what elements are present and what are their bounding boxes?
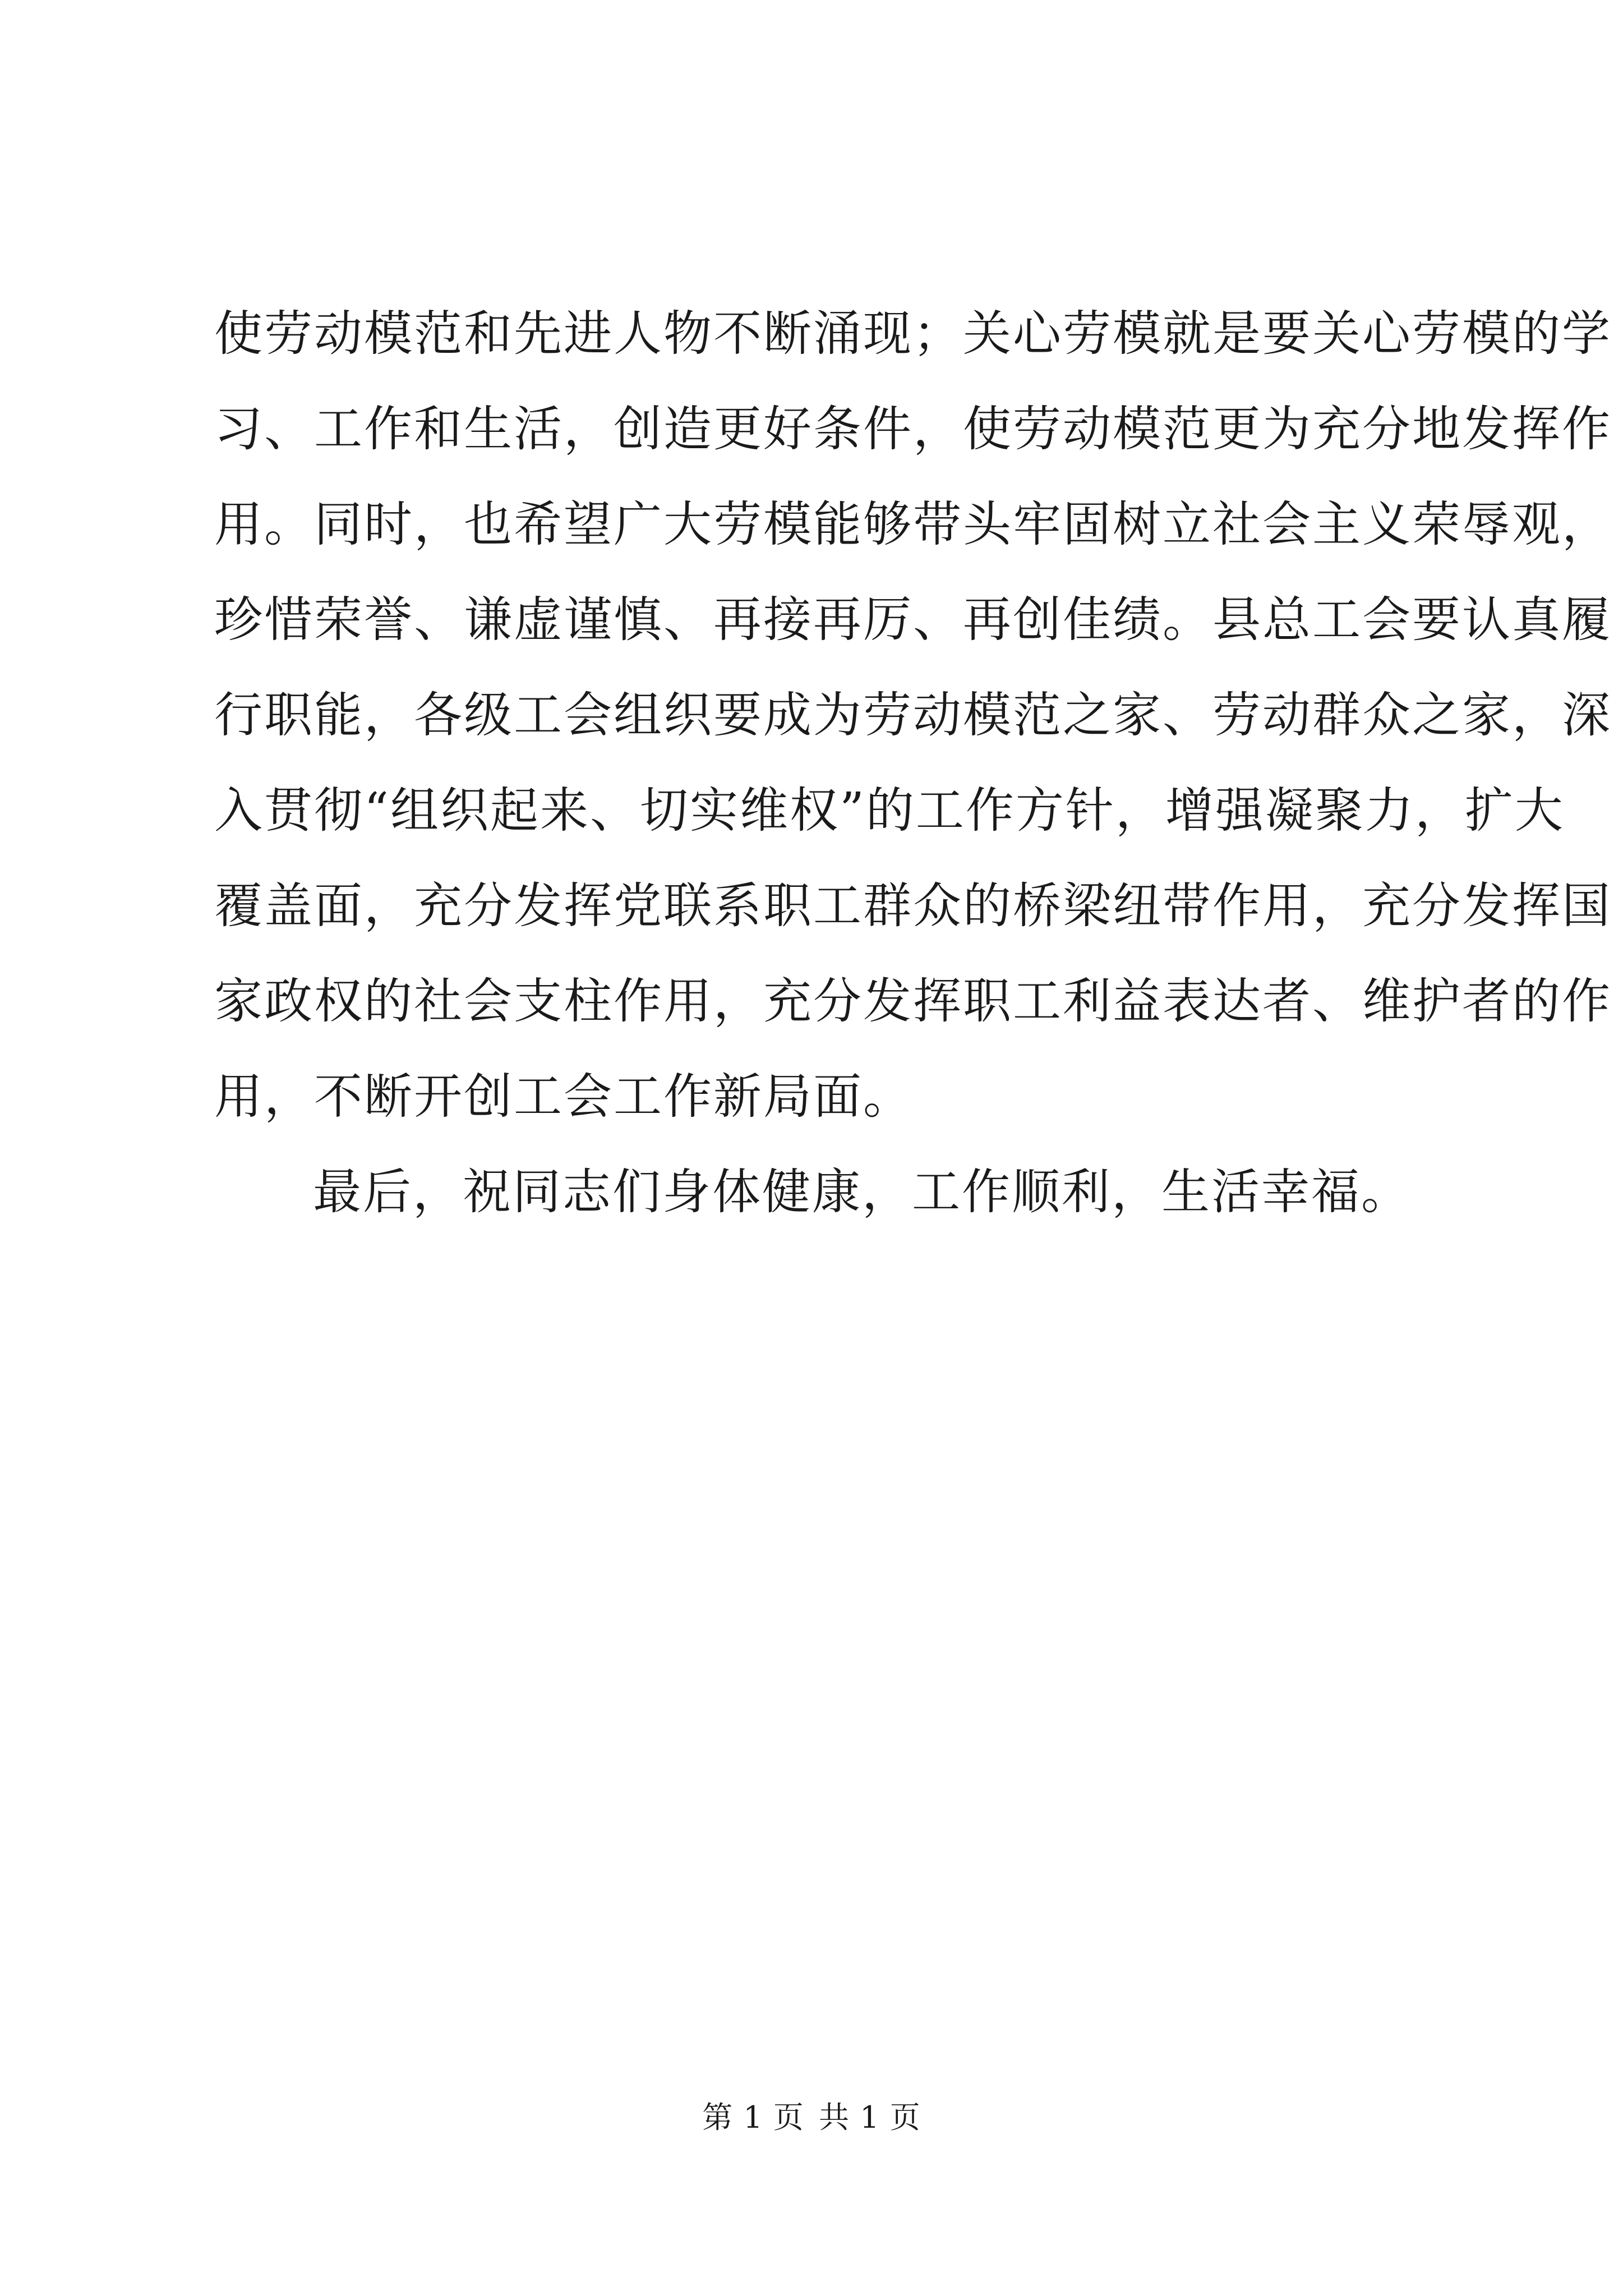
body-line-6: 入贯彻“组织起来、切实维权”的工作方针，增强凝聚力，扩大 bbox=[214, 783, 1565, 839]
body-text bbox=[214, 286, 1612, 1240]
page-number-label: 第 1 页 bbox=[702, 2100, 804, 2135]
body-line-8: 家政权的社会支柱作用，充分发挥职工利益表达者、维护者的作 bbox=[214, 973, 1612, 1029]
body-line-4: 珍惜荣誉、谦虚谨慎、再接再厉、再创佳绩。县总工会要认真履 bbox=[214, 592, 1612, 648]
closing-paragraph: 最后，祝同志们身体健康，工作顺利，生活幸福。 bbox=[313, 1164, 1411, 1220]
body-line-5: 行职能，各级工会组织要成为劳动模范之家、劳动群众之家，深 bbox=[214, 687, 1612, 743]
body-line-1: 使劳动模范和先进人物不断涌现；关心劳模就是要关心劳模的学 bbox=[214, 306, 1612, 362]
body-line-3: 用。同时，也希望广大劳模能够带头牢固树立社会主义荣辱观， bbox=[214, 496, 1612, 553]
page-total-label: 共 1 页 bbox=[819, 2100, 921, 2135]
page-footer bbox=[0, 2095, 1623, 2140]
body-line-9: 用，不断开创工会工作新局面。 bbox=[214, 1069, 913, 1125]
body-line-7: 覆盖面，充分发挥党联系职工群众的桥梁纽带作用，充分发挥国 bbox=[214, 878, 1612, 934]
body-line-2: 习、工作和生活，创造更好条件，使劳动模范更为充分地发挥作 bbox=[214, 401, 1612, 457]
